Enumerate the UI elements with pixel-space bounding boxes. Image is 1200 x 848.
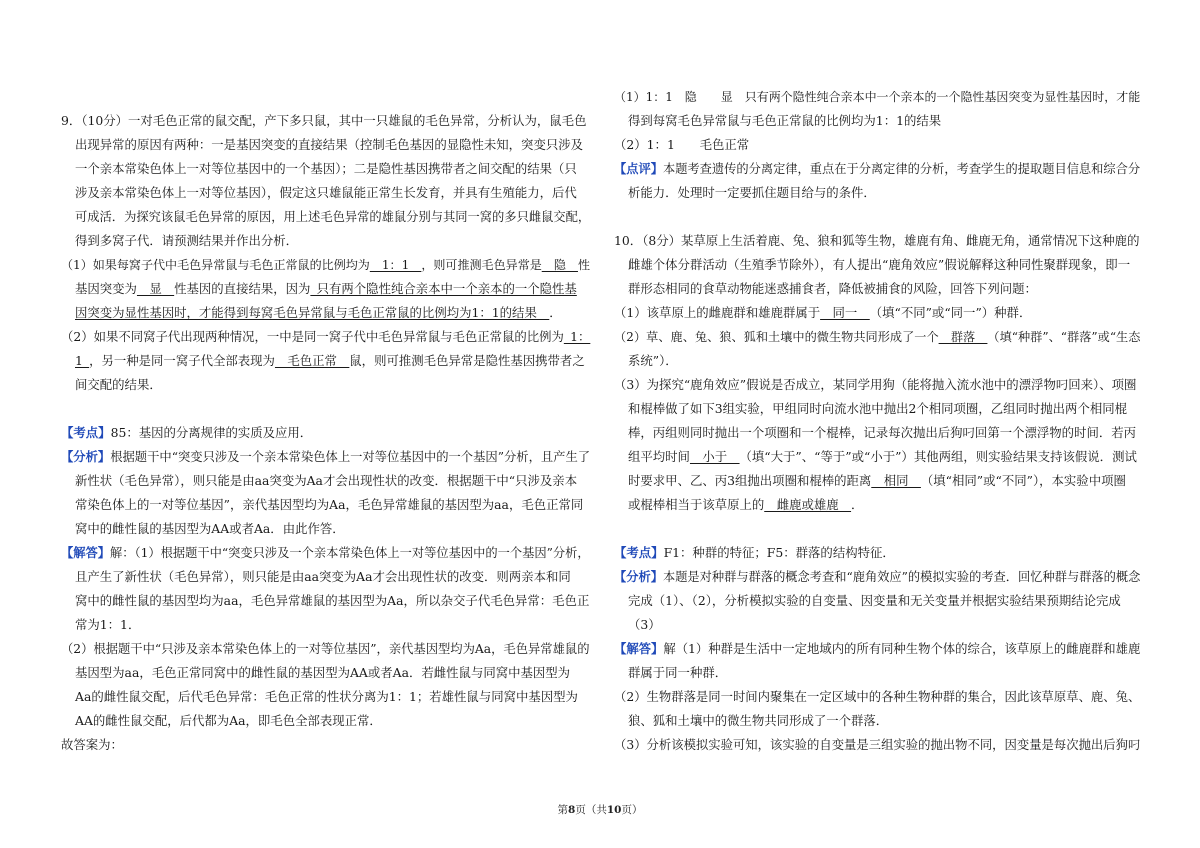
text-span: 狼、狐和土壤中的微生物共同形成了一个群落． [628, 713, 889, 728]
text-span: （填“相同”或“不同”），本实验中项圈 [920, 473, 1126, 488]
text-line [61, 425, 312, 441]
text-line [75, 161, 577, 177]
text-line [75, 689, 578, 705]
text-line [75, 305, 562, 321]
section-tag: 【分析】 [61, 449, 111, 464]
answer-blank: __显__ [136, 281, 175, 296]
text-line [614, 329, 1140, 345]
text-span: 系统”）． [628, 353, 678, 368]
text-line [628, 713, 888, 729]
text-span: 且产生了新性状（毛色异常），则只能是由aa突变为Aa才会出现性状的改变．则两亲本和同 [75, 569, 571, 584]
text-line [614, 689, 1140, 705]
text-span: （2）根据题干中“只涉及亲本常染色体上的一对等位基因”，亲代基因型均为Aa，毛色异常雄鼠的 [61, 642, 590, 656]
text-span: ． [851, 497, 864, 512]
text-line [614, 545, 895, 561]
text-span: Aa的雌性鼠交配，后代毛色异常：毛色正常的性状分离为1：1；若雄性鼠与同窝中基因型为 [75, 689, 578, 704]
answer-blank: 因突变为显性基因时，才能得到每窝毛色异常鼠与毛色正常鼠的比例均为1：1的结果__ [75, 305, 550, 320]
text-span: 或棍棒相当于该草原上的 [628, 497, 765, 512]
text-span: ，则可推测毛色异常是 [421, 258, 542, 272]
text-span: 窝中的雌性鼠的基因型均为aa，毛色异常雄鼠的基因型为Aa，所以杂交子代毛色异常：毛色正 [75, 593, 590, 608]
section-tag: 【解答】 [614, 641, 664, 656]
text-line [628, 257, 1130, 273]
text-span: 本题是对种群与群落的概念考查和“鹿角效应”的模拟实验的考查．回忆种群与群落的概念 [662, 570, 1141, 584]
text-line [75, 569, 571, 585]
section-tag: 【分析】 [614, 570, 663, 584]
text-span: ． [549, 305, 562, 320]
text-line [75, 137, 583, 153]
text-line [75, 377, 162, 393]
text-span: 窝中的雌性鼠的基因型为AA或者Aa．由此作答． [75, 521, 345, 536]
text-span: ，另一种是同一窝子代全部表现为 [89, 353, 275, 368]
text-span: 间交配的结果． [75, 377, 162, 392]
text-span: （2）生物群落是同一时间内聚集在一定区域中的各种生物种群的集合，因此该草原草、鹿、兔、 [614, 690, 1141, 704]
text-span: 雌雄个体分群活动（生殖季节除外），有人提出“鹿角效应”假说解释这种同性聚群现象，即一 [628, 257, 1131, 272]
text-line [614, 233, 1139, 249]
text-line [61, 545, 590, 561]
text-span: 85：基因的分离规律的实质及应用． [110, 425, 313, 440]
text-line [628, 497, 863, 513]
text-line [628, 449, 1137, 465]
text-line [75, 185, 577, 201]
answer-blank: __毛色正常__ [274, 353, 350, 368]
text-line [614, 641, 1140, 657]
text-span: 9．（10分）一对毛色正常的鼠交配，产下多只鼠，其中一只雄鼠的毛色异常，分析认为，鼠毛色 [61, 113, 587, 128]
text-line [75, 233, 298, 249]
text-span: 常为1：1． [75, 617, 141, 632]
answer-blank: _1： [563, 330, 591, 344]
text-span: （3） [628, 617, 661, 632]
text-line [614, 305, 1031, 321]
text-span: 群形态相同的食草动物能迷惑捕食者，降低被捕食的风险，回答下列问题： [628, 281, 1037, 296]
text-span: 鼠，则可推测毛色异常是隐性基因携带者之 [349, 353, 585, 368]
text-span: 性基因的直接结果，因为 [174, 281, 311, 296]
text-line [75, 209, 590, 225]
text-line [628, 113, 941, 129]
text-span: 性 [577, 258, 590, 272]
text-span: 出现异常的原因有两种：一是基因突变的直接结果（控制毛色基因的显隐性未知，突变只涉及 [75, 137, 584, 152]
text-span: （3）为探究“鹿角效应”假说是否成立，某同学用狗（能将抛入流水池中的漂浮物叼回来）、项圈 [614, 377, 1137, 392]
text-span: 完成（1）、（2），分析模拟实验的自变量、因变量和无关变量并根据实验结果预期结论完成 [628, 593, 1121, 608]
section-tag: 【解答】 [61, 545, 110, 560]
text-span: 组平均时间 [628, 449, 690, 464]
text-span: 和棍棒做了如下3组实验，甲组同时向流水池中抛出2个相同项圈，乙组同时抛出两个相同棍 [628, 401, 1128, 416]
text-line [75, 353, 585, 369]
text-span: 新性状（毛色异常），则只能是由aa突变为Aa才会出现性状的改变．根据题干中“只涉及亲本 [75, 473, 578, 488]
text-span: （1）如果每窝子代中毛色异常鼠与毛色正常鼠的比例均为 [61, 258, 370, 272]
text-line [614, 137, 749, 153]
text-span: 故答案为： [61, 737, 123, 752]
text-span: （2）如果不同窝子代出现两种情况，一中是同一窝子代中毛色异常鼠与毛色正常鼠的比例为 [61, 330, 564, 344]
text-line [628, 617, 661, 633]
answer-blank: _只有两个隐性纯合亲本中一个亲本的一个隐性基 [310, 281, 577, 296]
text-line [628, 281, 1037, 297]
text-line [614, 737, 1140, 753]
footer-middle: 页（共 [575, 804, 607, 816]
total-pages: 10 [606, 804, 622, 816]
page-footer [0, 802, 1200, 817]
answer-blank: __1：1__ [369, 258, 422, 272]
section-tag: 【考点】 [61, 425, 111, 440]
text-span: （1）1：1 隐 显 只有两个隐性纯合亲本中一个亲本的一个隐性基因突变为显性基因时，才能 [614, 90, 1141, 104]
text-span: （2）1：1 毛色正常 [614, 137, 750, 152]
text-line [61, 737, 123, 753]
footer-prefix: 第 [557, 804, 569, 816]
text-line [61, 641, 590, 657]
text-span: F1：种群的特征；F5：群落的结构特征． [663, 545, 895, 560]
text-line [75, 281, 577, 297]
text-span: 基因突变为 [75, 281, 137, 296]
text-line [614, 377, 1136, 393]
text-span: （填“大于”、“等于”或“小于”）其他两组，则实验结果支持该假说．测试 [739, 449, 1137, 464]
answer-blank: __小于__ [689, 449, 740, 464]
section-tag: 【考点】 [614, 545, 664, 560]
answer-blank: __隐__ [541, 258, 578, 272]
text-line [614, 569, 1140, 585]
text-line [628, 185, 876, 201]
footer-suffix: 页） [621, 804, 643, 816]
answer-blank: __群落__ [938, 330, 988, 344]
text-line [628, 353, 678, 369]
text-line [628, 593, 1121, 609]
text-span: AA的雌性鼠交配，后代都为Aa，即毛色全部表现正常． [75, 713, 382, 728]
section-tag: 【点评】 [614, 162, 663, 176]
text-span: 涉及亲本常染色体上一对等位基因），假定这只雄鼠能正常生长发育，并具有生殖能力，后代 [75, 185, 577, 200]
text-span: 根据题干中“突变只涉及一个亲本常染色体上一对等位基因中的一个基因”分析，且产生了 [110, 450, 591, 464]
text-span: 10．（8分）某草原上生活着鹿、兔、狼和狐等生物，雄鹿有角、雌鹿无角，通常情况下这种鹿的 [614, 233, 1140, 248]
text-span: 常染色体上的一对等位基因”，亲代基因型均为Aa，毛色异常雄鼠的基因型为aa，毛色正常同 [75, 497, 584, 512]
answer-blank: __同一__ [820, 305, 870, 320]
text-span: 得到每窝毛色异常鼠与毛色正常鼠的比例均为1：1的结果 [628, 113, 942, 128]
text-span: 时要求甲、乙、丙3组抛出项圈和棍棒的距离 [628, 473, 872, 488]
text-span: （3）分析该模拟实验可知，该实验的自变量是三组实验的抛出物不同，因变量是每次抛出后狗叼 [614, 738, 1141, 752]
text-span: （1）该草原上的雌鹿群和雄鹿群属于 [614, 305, 821, 320]
answer-blank: __相同__ [871, 473, 921, 488]
text-line [628, 665, 727, 681]
text-span: 基因型为aa，毛色正常同窝中的雌性鼠的基因型为AA或者Aa．若雌性鼠与同窝中基因型为 [75, 665, 571, 680]
text-span: 解（1）种群是生活中一定地域内的所有同种生物个体的综合，该草原上的雌鹿群和雄鹿 [663, 642, 1141, 656]
text-line [628, 425, 1136, 441]
text-span: （填“种群”、“群落”或“生态 [987, 330, 1141, 344]
text-span: （2）草、鹿、兔、狼、狐和土壤中的微生物共同形成了一个 [614, 330, 939, 344]
answer-blank: __雌鹿或雄鹿__ [764, 497, 852, 512]
text-line [75, 593, 589, 609]
answer-blank: 1_ [75, 353, 90, 368]
text-span: 可成活．为探究该鼠毛色异常的原因，用上述毛色异常的雄鼠分别与其同一窝的多只雌鼠交配， [75, 210, 591, 224]
text-span: 解：（1）根据题干中“突变只涉及一个亲本常染色体上一对等位基因中的一个基因”分析， [110, 546, 590, 560]
text-line [61, 329, 590, 345]
text-line [614, 89, 1140, 105]
page-number: 8 [568, 804, 576, 816]
text-span: 群属于同一种群． [628, 665, 728, 680]
text-span: 棒，丙组则同时抛出一个项圈和一个棍棒，记录每次抛出后狗叼回第一个漂浮物的时间．若丙 [628, 425, 1137, 440]
text-line [628, 473, 1126, 489]
text-line [75, 713, 382, 729]
text-span: 析能力．处理时一定要抓住题目给与的条件． [628, 185, 876, 200]
text-span: （填“不同”或“同一”）种群． [869, 305, 1032, 320]
text-line [61, 449, 590, 465]
text-line [61, 113, 586, 129]
text-line [75, 665, 570, 681]
text-line [75, 497, 583, 513]
text-line [75, 521, 345, 537]
text-line [614, 161, 1140, 177]
text-span: 得到多窝子代．请预测结果并作出分析． [75, 233, 299, 248]
text-line [75, 617, 140, 633]
text-line [61, 257, 590, 273]
text-span: 一个亲本常染色体上一对等位基因中的一个基因）；二是隐性基因携带者之间交配的结果（只 [75, 161, 577, 176]
text-line [75, 473, 577, 489]
text-span: 本题考查遗传的分离定律，重点在于分离定律的分析，考查学生的提取题目信息和综合分 [662, 162, 1141, 176]
text-line [628, 401, 1127, 417]
